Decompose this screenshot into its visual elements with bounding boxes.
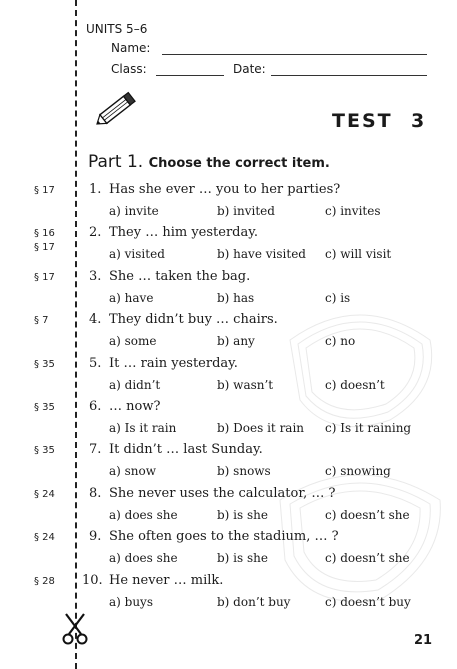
date-field[interactable] <box>271 75 427 76</box>
answer-option[interactable]: a) buys <box>109 594 153 609</box>
page-number: 21 <box>414 633 433 648</box>
section-reference: § 17 <box>34 242 55 254</box>
test-number: 3 <box>411 110 425 132</box>
part-heading <box>88 152 330 172</box>
pencil-icon <box>92 88 142 130</box>
question-number: 1. <box>89 182 102 197</box>
watermark-decoration <box>270 280 450 640</box>
answer-option[interactable]: b) invited <box>217 204 275 218</box>
answer-option[interactable]: c) is <box>325 290 351 305</box>
question-text: It … rain yesterday. <box>109 355 238 371</box>
answer-option[interactable]: c) will visit <box>325 247 392 262</box>
part-label: Part 1. <box>88 152 144 172</box>
answer-option[interactable]: a) invite <box>109 204 159 218</box>
section-reference: § 7 <box>34 315 49 327</box>
question-number: 2. <box>89 225 102 241</box>
answer-option[interactable]: a) Is it rain <box>109 421 177 435</box>
answer-option[interactable]: c) no <box>325 334 356 349</box>
question-number: 5. <box>89 355 102 371</box>
answer-option[interactable]: b) any <box>217 334 255 349</box>
answer-option[interactable]: a) does she <box>109 551 178 566</box>
section-reference: § 35 <box>34 358 55 370</box>
question-text: She often goes to the stadium, … ? <box>109 529 339 545</box>
answer-option[interactable]: b) don’t buy <box>217 594 291 609</box>
name-field[interactable] <box>162 54 427 55</box>
answer-option[interactable]: b) Does it rain <box>217 421 305 435</box>
answer-option[interactable]: a) snow <box>109 464 157 479</box>
answer-option[interactable]: b) has <box>217 290 255 305</box>
answer-option[interactable]: c) doesn’t she <box>325 507 410 522</box>
section-reference: § 17 <box>34 185 55 196</box>
question-number: 4. <box>89 312 102 328</box>
question-text: Has she ever … you to her parties? <box>109 182 341 197</box>
answer-option[interactable]: c) doesn’t she <box>325 551 410 566</box>
question-text: They … him yesterday. <box>109 225 258 241</box>
answer-option[interactable]: c) doesn’t buy <box>325 594 411 609</box>
question-number: 6. <box>89 399 102 414</box>
section-reference: § 24 <box>34 488 55 500</box>
name-label: Name: <box>111 41 151 55</box>
question-number: 7. <box>89 442 102 458</box>
answer-option[interactable]: a) have <box>109 290 154 305</box>
test-title: TEST <box>332 110 393 132</box>
answer-option[interactable]: a) does she <box>109 507 178 522</box>
scissors-icon <box>62 612 88 646</box>
question-number: 8. <box>89 485 102 501</box>
question-number: 10. <box>82 572 103 588</box>
answer-option[interactable]: c) Is it raining <box>325 421 412 435</box>
section-reference: § 35 <box>34 445 55 457</box>
answer-option[interactable]: b) is she <box>217 551 268 566</box>
answer-option[interactable]: a) didn’t <box>109 377 161 392</box>
answer-option[interactable]: b) snows <box>217 464 271 479</box>
answer-option[interactable]: b) is she <box>217 507 268 522</box>
question-text: She never uses the calculator, … ? <box>109 485 336 501</box>
section-reference: § 35 <box>34 402 55 413</box>
section-reference: § 24 <box>34 532 55 544</box>
section-reference: § 16 <box>34 228 55 240</box>
question-number: 3. <box>89 268 102 284</box>
answer-option[interactable]: b) wasn’t <box>217 377 274 392</box>
class-field[interactable] <box>156 75 224 76</box>
units-label: UNITS 5–6 <box>86 22 148 36</box>
answer-option[interactable]: a) some <box>109 334 157 349</box>
answer-option[interactable]: c) snowing <box>325 464 391 479</box>
question-text: She … taken the bag. <box>109 268 251 284</box>
cut-line <box>75 0 77 669</box>
answer-option[interactable]: c) doesn’t <box>325 377 385 392</box>
question-number: 9. <box>89 529 102 545</box>
answer-option[interactable]: c) invites <box>325 204 381 218</box>
part-instruction: Choose the correct item. <box>148 156 330 171</box>
answer-option[interactable]: b) have visited <box>217 247 306 262</box>
header <box>86 22 147 36</box>
section-reference: § 17 <box>34 271 55 283</box>
date-label: Date: <box>233 62 266 76</box>
class-label: Class: <box>111 62 147 76</box>
question-text: It didn’t … last Sunday. <box>109 442 263 458</box>
section-reference: § 28 <box>34 575 55 587</box>
answer-option[interactable]: a) visited <box>109 247 165 262</box>
question-text: He never … milk. <box>109 572 224 588</box>
question-text: … now? <box>109 399 161 414</box>
question-text: They didn’t buy … chairs. <box>109 312 278 328</box>
